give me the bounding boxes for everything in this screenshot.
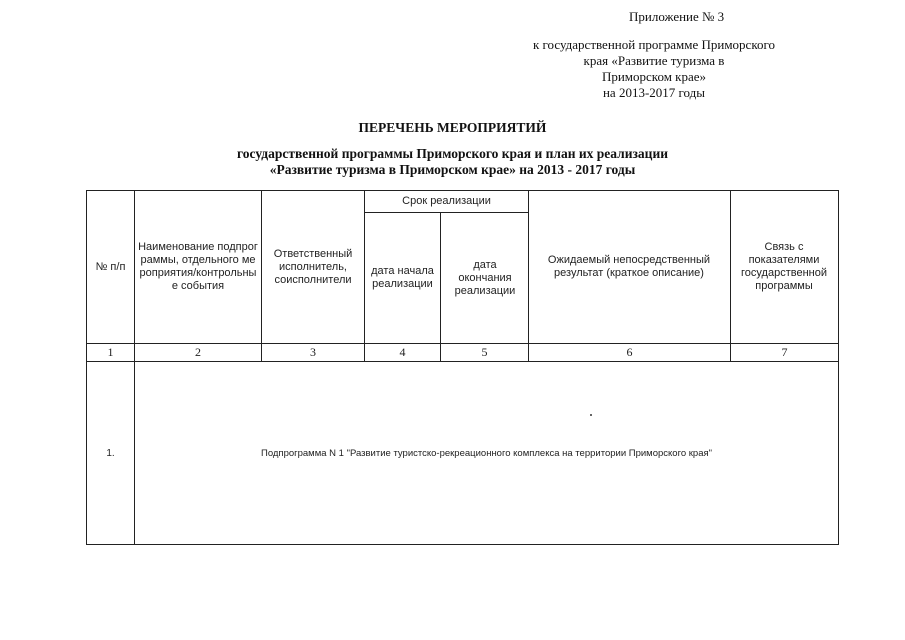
table-divider <box>261 190 262 361</box>
appendix-number: Приложение № 3 <box>629 9 725 24</box>
scan-speck <box>590 414 592 416</box>
header-num: № п/п <box>95 260 126 273</box>
column-number: 6 <box>626 345 633 359</box>
document-title: ПЕРЕЧЕНЬ МЕРОПРИЯТИЙ <box>358 120 547 135</box>
table-divider <box>364 190 365 361</box>
table-divider <box>528 190 529 361</box>
column-number: 4 <box>399 345 406 359</box>
header-link: Связь с показателями государственной программы <box>741 241 827 292</box>
table-divider <box>440 212 441 361</box>
column-number: 3 <box>310 345 316 359</box>
header-responsible: Ответственный исполнитель, соисполнители <box>273 247 353 286</box>
column-number: 1 <box>107 345 114 359</box>
header-end-date: дата окончания реализации <box>454 258 516 297</box>
column-number: 7 <box>781 345 788 359</box>
header-name: Наименование подпрограммы, отдельного мероприятия/контрольные события <box>138 241 258 292</box>
subprogram-title: Подпрограмма N 1 "Развитие туристско-рекреационного комплекса на территории Приморского края" <box>260 447 712 459</box>
appendix-line-2: края «Развитие туризма в <box>583 53 725 68</box>
row-number: 1. <box>106 447 115 459</box>
appendix-line-4: на 2013-2017 годы <box>602 85 706 100</box>
column-number: 5 <box>481 345 488 359</box>
header-term-group: Срок реализации <box>402 195 491 207</box>
appendix-line-1: к государственной программе Приморского <box>532 37 775 52</box>
appendix-line-3: Приморском крае» <box>601 69 707 84</box>
table-divider <box>730 190 731 361</box>
document-subtitle-2: «Развитие туризма в Приморском крае» на 2013 - 2017 годы <box>269 162 636 177</box>
header-result: Ожидаемый непосредственный результат (краткое описание) <box>547 254 711 279</box>
header-start-date: дата начала реализации <box>371 265 434 290</box>
column-number: 2 <box>195 345 201 359</box>
document-subtitle-1: государственной программы Приморского края и план их реализации <box>236 146 669 161</box>
